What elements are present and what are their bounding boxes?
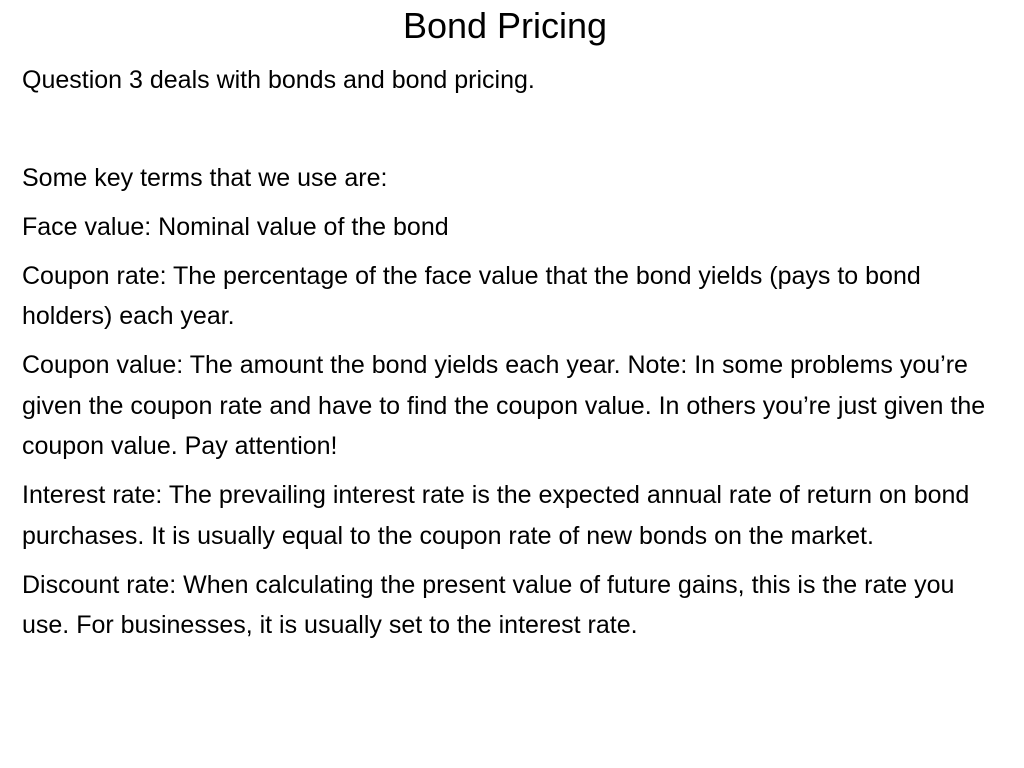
term-interest-rate: Interest rate: The prevailing interest rate is the expected annual rate of return on bond purchases. It is usually equal to the coupon rate of new bonds on the market.	[22, 481, 970, 550]
slide-body	[22, 60, 1007, 654]
term-discount-rate: Discount rate: When calculating the present value of future gains, this is the rate you use. For businesses, it is usually set to the interest rate.	[22, 570, 955, 639]
intro-paragraph: Question 3 deals with bonds and bond pricing.	[22, 66, 535, 94]
slide-title: Bond Pricing	[402, 5, 608, 46]
term-coupon-value: Coupon value: The amount the bond yields each year. Note: In some problems you’re given the coupon rate and have to find the coupon value. In others you’re just given the coupon value. Pay attention!	[22, 351, 986, 460]
term-coupon-rate: Coupon rate: The percentage of the face value that the bond yields (pays to bond holders) each year.	[22, 261, 921, 330]
blank-line	[22, 101, 1007, 158]
term-face-value: Face value: Nominal value of the bond	[22, 212, 449, 241]
key-terms-heading: Some key terms that we use are:	[22, 163, 388, 192]
